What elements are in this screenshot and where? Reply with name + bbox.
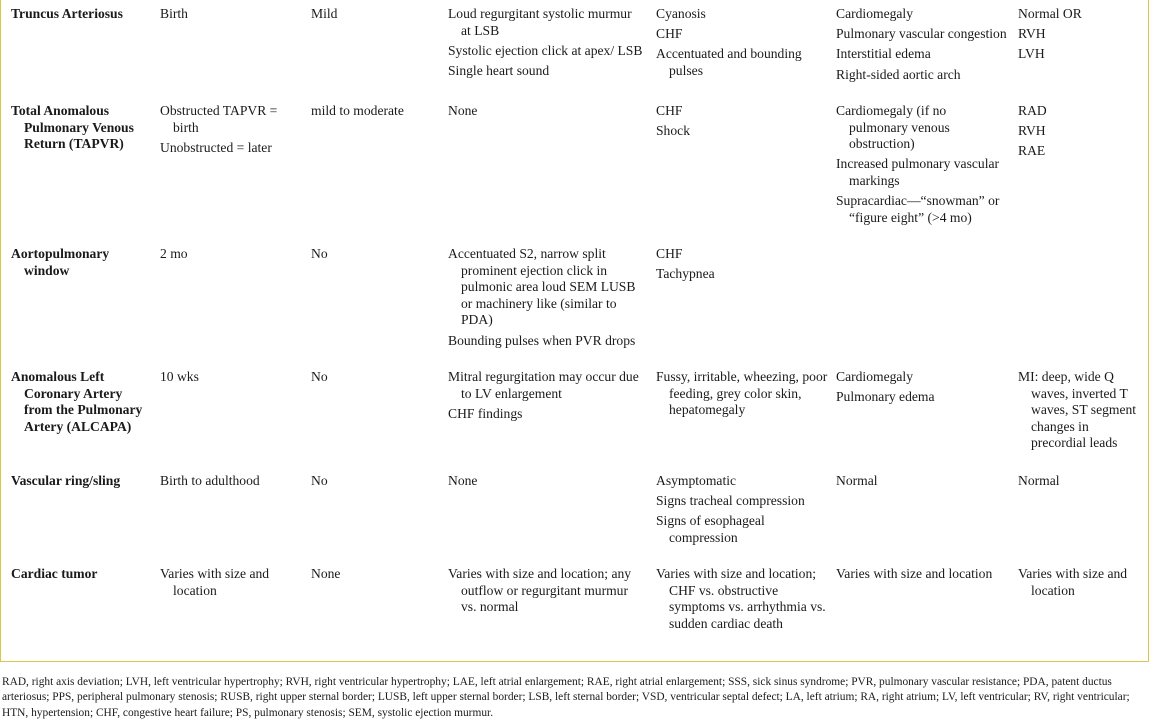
cell-entry: Obstructed TAPVR = birth [160, 103, 278, 135]
cell-entry: Normal [836, 473, 878, 488]
symptoms-cell [656, 246, 828, 283]
cell-entry: Tachypnea [656, 266, 715, 282]
cell-entry: RVH [1018, 26, 1046, 42]
cell-entry: MI: deep, wide Q waves, inverted T waves, ST segment changes in precordial leads [1018, 369, 1137, 451]
ecg-cell [1018, 566, 1142, 599]
cell-entry: 2 mo [160, 246, 188, 261]
cell-entry: Birth [160, 6, 188, 21]
severity-cell [311, 103, 436, 120]
chest-xray-cell [836, 369, 1008, 406]
cell-entry: None [448, 103, 478, 118]
cell-entry: Signs of esophageal compression [656, 513, 765, 545]
cell-entry: Pulmonary vascular congestion [836, 26, 1007, 42]
condition-name-cell [11, 473, 145, 490]
cell-entry: Cardiomegaly [836, 6, 914, 21]
cell-entry: Cardiomegaly [836, 369, 914, 384]
physical-exam-cell [448, 473, 644, 490]
cell-entry: Loud regurgitant systolic murmur at LSB [448, 6, 632, 38]
symptoms-cell [656, 6, 828, 80]
cell-entry: Truncus Arteriosus [11, 6, 123, 21]
cell-entry: LVH [1018, 46, 1045, 62]
severity-cell [311, 246, 436, 263]
age-of-onset-cell [160, 6, 300, 23]
cell-entry: Normal [1018, 473, 1060, 488]
symptoms-cell [656, 369, 828, 419]
cell-entry: mild to moderate [311, 103, 404, 118]
condition-name-cell [11, 246, 145, 279]
age-of-onset-cell [160, 473, 300, 490]
cell-entry: Fussy, irritable, wheezing, poor feeding, grey color skin, hepatomegaly [656, 369, 828, 418]
cell-entry: Asymptomatic [656, 473, 737, 488]
severity-cell [311, 6, 436, 23]
severity-cell [311, 473, 436, 490]
cell-entry: Shock [656, 123, 690, 139]
physical-exam-cell [448, 566, 644, 616]
physical-exam-cell [448, 369, 644, 422]
abbreviation-footnote: RAD, right axis deviation; LVH, left ventricular hypertrophy; RVH, right ventricular hypertrophy; LAE, left atrial enlargement; RAE, right atrial enlargement; SSS, sick sinus syndrome; PVR, pulmonary vascular resistance; PDA, patent ductus arteriosus; PPS, peripheral pulmonary stenosis; RUSB, right upper sternal border; LUSB, left upper sternal border; LSB, left sternal border; VSD, ventricular septal defect; LA, left atrium; RA, right atrium; LV, left ventricular; RV, right ventricular; HTN, hypertension; CHF, congestive heart failure; PS, pulmonary stenosis; SEM, systolic ejection murmur. [2, 676, 1130, 719]
cell-entry: CHF [656, 26, 683, 42]
cell-entry: Cardiomegaly (if no pulmonary venous obstruction) [836, 103, 950, 152]
age-of-onset-cell [160, 103, 300, 156]
physical-exam-cell [448, 246, 644, 349]
cell-entry: Vascular ring/sling [11, 473, 121, 488]
cell-entry: Varies with size and location [836, 566, 993, 581]
chest-xray-cell [836, 6, 1008, 83]
condition-name-cell [11, 6, 145, 23]
cell-entry: Right-sided aortic arch [836, 66, 961, 82]
cell-entry: Accentuated S2, narrow split prominent ejection click in pulmonic area loud SEM LUSB or machinery like (similar to PDA) [448, 246, 636, 328]
cell-entry: Interstitial edema [836, 46, 931, 62]
ecg-cell [1018, 473, 1142, 490]
cell-entry: Cyanosis [656, 6, 706, 21]
symptoms-cell [656, 566, 828, 632]
chest-xray-cell [836, 473, 1008, 490]
cell-entry: No [311, 246, 328, 261]
ecg-cell [1018, 103, 1142, 160]
cell-entry: Cardiac tumor [11, 566, 98, 581]
cell-entry: No [311, 473, 328, 488]
cell-entry: Mild [311, 6, 338, 21]
ecg-cell [1018, 6, 1142, 63]
cell-entry: Bounding pulses when PVR drops [448, 332, 636, 348]
cell-entry: Varies with size and location [1018, 566, 1128, 598]
cell-entry: Varies with size and location [160, 566, 270, 598]
cell-entry: Mitral regurgitation may occur due to LV enlargement [448, 369, 639, 401]
cell-entry: Varies with size and location; CHF vs. obstructive symptoms vs. arrhythmia vs. sudden cardiac death [656, 566, 826, 631]
cell-entry: Normal OR [1018, 6, 1082, 21]
physical-exam-cell [448, 6, 644, 80]
condition-name-cell [11, 369, 145, 435]
cell-entry: Varies with size and location; any outflow or regurgitant murmur vs. normal [448, 566, 632, 615]
physical-exam-cell [448, 103, 644, 120]
symptoms-cell [656, 103, 828, 140]
symptoms-cell [656, 473, 828, 547]
cell-entry: Systolic ejection click at apex/ LSB [448, 42, 643, 58]
cell-entry: Aortopulmonary window [11, 246, 110, 278]
condition-name-cell [11, 103, 145, 153]
cell-entry: Accentuated and bounding pulses [656, 46, 802, 78]
chest-xray-cell [836, 103, 1008, 226]
ecg-cell [1018, 369, 1142, 452]
cell-entry: RAD [1018, 103, 1047, 118]
cell-entry: Birth to adulthood [160, 473, 260, 488]
chest-xray-cell [836, 566, 1008, 583]
cell-entry: Increased pulmonary vascular markings [836, 156, 1000, 188]
cell-entry: 10 wks [160, 369, 199, 384]
cell-entry: CHF [656, 103, 683, 118]
cell-entry: No [311, 369, 328, 384]
cell-entry: CHF [656, 246, 683, 261]
cell-entry: RVH [1018, 123, 1046, 139]
severity-cell [311, 566, 436, 583]
cell-entry: None [311, 566, 341, 581]
cell-entry: Anomalous Left Coronary Artery from the Pulmonary Artery (ALCAPA) [11, 369, 143, 434]
cell-entry: Single heart sound [448, 62, 550, 78]
cell-entry: Unobstructed = later [160, 139, 272, 155]
cell-entry: RAE [1018, 143, 1046, 159]
age-of-onset-cell [160, 246, 300, 263]
cell-entry: None [448, 473, 478, 488]
age-of-onset-cell [160, 369, 300, 386]
age-of-onset-cell [160, 566, 300, 599]
cell-entry: Supracardiac—“snowman” or “figure eight” (>4 mo) [836, 193, 1000, 225]
cell-entry: Pulmonary edema [836, 389, 935, 405]
cell-entry: Signs tracheal compression [656, 493, 805, 509]
cell-entry: Total Anomalous Pulmonary Venous Return (TAPVR) [11, 103, 134, 152]
condition-name-cell [11, 566, 145, 583]
cell-entry: CHF findings [448, 405, 523, 421]
severity-cell [311, 369, 436, 386]
